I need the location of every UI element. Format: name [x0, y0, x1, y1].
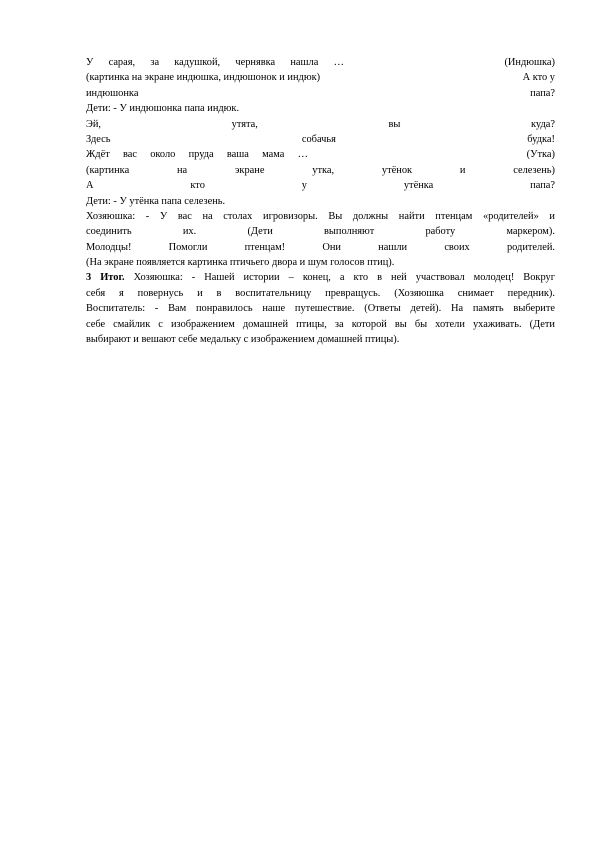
word: на: [176, 164, 188, 176]
summary-heading: 3 Итог.: [86, 272, 125, 284]
word: маркером).: [506, 226, 555, 238]
p1-line3-left: индюшонка: [86, 87, 139, 99]
word: куда?: [531, 118, 555, 130]
word: кадушкой,: [174, 57, 221, 68]
word: птенцам!: [244, 241, 286, 253]
word: утка,: [312, 164, 335, 176]
p6-line1-rest: Хозяюшка: - Нашей истории – конец, а кто в ней участвовал молодец! Вокруг: [124, 272, 555, 284]
word: ваша: [226, 149, 249, 161]
p5-line2: [86, 224, 555, 239]
p1-line1-left: [86, 55, 344, 70]
word: Они: [322, 241, 341, 253]
word: будка!: [527, 133, 555, 145]
word: Здесь: [86, 133, 111, 145]
word: (Дети: [247, 226, 273, 238]
word: собачья: [301, 133, 336, 145]
word: (картинка: [86, 164, 130, 176]
word: селезень): [513, 164, 555, 176]
p3-line3: [86, 147, 555, 162]
word: и: [459, 164, 466, 176]
word: родителей.: [506, 241, 555, 253]
word: …: [297, 149, 308, 161]
word: вы: [388, 118, 401, 130]
p6-line5: выбирают и вешают себе медальку с изображением домашней птицы).: [86, 334, 400, 346]
p6-line1: [86, 270, 555, 285]
p3-line4: [86, 163, 555, 178]
word: Помогли: [168, 241, 208, 253]
word: за: [150, 57, 160, 68]
word: у: [301, 180, 307, 192]
p5-line1: Хозяюшка: - У вас на столах игровизоры. Вы должны найти птенцам «родителей» и: [86, 210, 555, 222]
p3-line1: [86, 117, 555, 132]
word: соединить: [86, 226, 132, 238]
word: пруда: [188, 149, 214, 161]
word: мама: [262, 149, 285, 161]
word: вас: [122, 149, 137, 161]
word: нашла: [290, 57, 319, 68]
p3-line3-left: [86, 147, 308, 162]
word: Молодцы!: [86, 241, 132, 253]
p5-line3: [86, 240, 555, 255]
p6-line2: себя я повернусь и в воспитательницу превращусь. (Хозяюшка снимает передник).: [86, 287, 555, 299]
p3-line2: [86, 132, 555, 147]
word: сарая,: [108, 57, 136, 68]
word: Эй,: [86, 118, 102, 130]
p1-line3: [86, 86, 555, 101]
word: А: [86, 180, 94, 192]
p6-line3: Воспитатель: - Вам понравилось наше путешествие. (Ответы детей). На память выберите: [86, 303, 555, 315]
p2-line: Дети: - У индюшонка папа индюк.: [86, 103, 240, 115]
p1-line1-right: (Индюшка): [504, 57, 555, 68]
word: своих: [444, 241, 470, 253]
word: У: [86, 57, 94, 68]
p1-line3-right: папа?: [530, 87, 555, 99]
p6-line4: себе смайлик с изображением домашней птицы, за которой вы бы хотели ухаживать. (Дети: [86, 318, 555, 330]
word: выполняют: [324, 226, 375, 238]
word: утёнка: [403, 180, 434, 192]
word: чернявка: [235, 57, 276, 68]
word: их.: [182, 226, 197, 238]
p3-line5: [86, 178, 555, 193]
word: утёнок: [381, 164, 413, 176]
p1-line1: [86, 55, 555, 70]
p5-line4: (На экране появляется картинка птичьего двора и шум голосов птиц).: [86, 257, 395, 269]
word: кто: [190, 180, 205, 192]
word: папа?: [530, 180, 555, 192]
word: нашли: [378, 241, 408, 253]
p1-line2: [86, 70, 555, 85]
p1-line2-left: (картинка на экране индюшка, индюшонок и индюк): [86, 72, 321, 84]
word: Ждёт: [86, 149, 110, 161]
word: работу: [425, 226, 456, 238]
document-body: [86, 55, 555, 348]
word: утята,: [231, 118, 258, 130]
p3-line3-right: (Утка): [526, 149, 555, 161]
word: около: [150, 149, 176, 161]
word: …: [333, 57, 344, 68]
p4-line: Дети: - У утёнка папа селезень.: [86, 195, 226, 207]
p1-line2-right: А кто у: [522, 72, 555, 84]
word: экране: [234, 164, 265, 176]
